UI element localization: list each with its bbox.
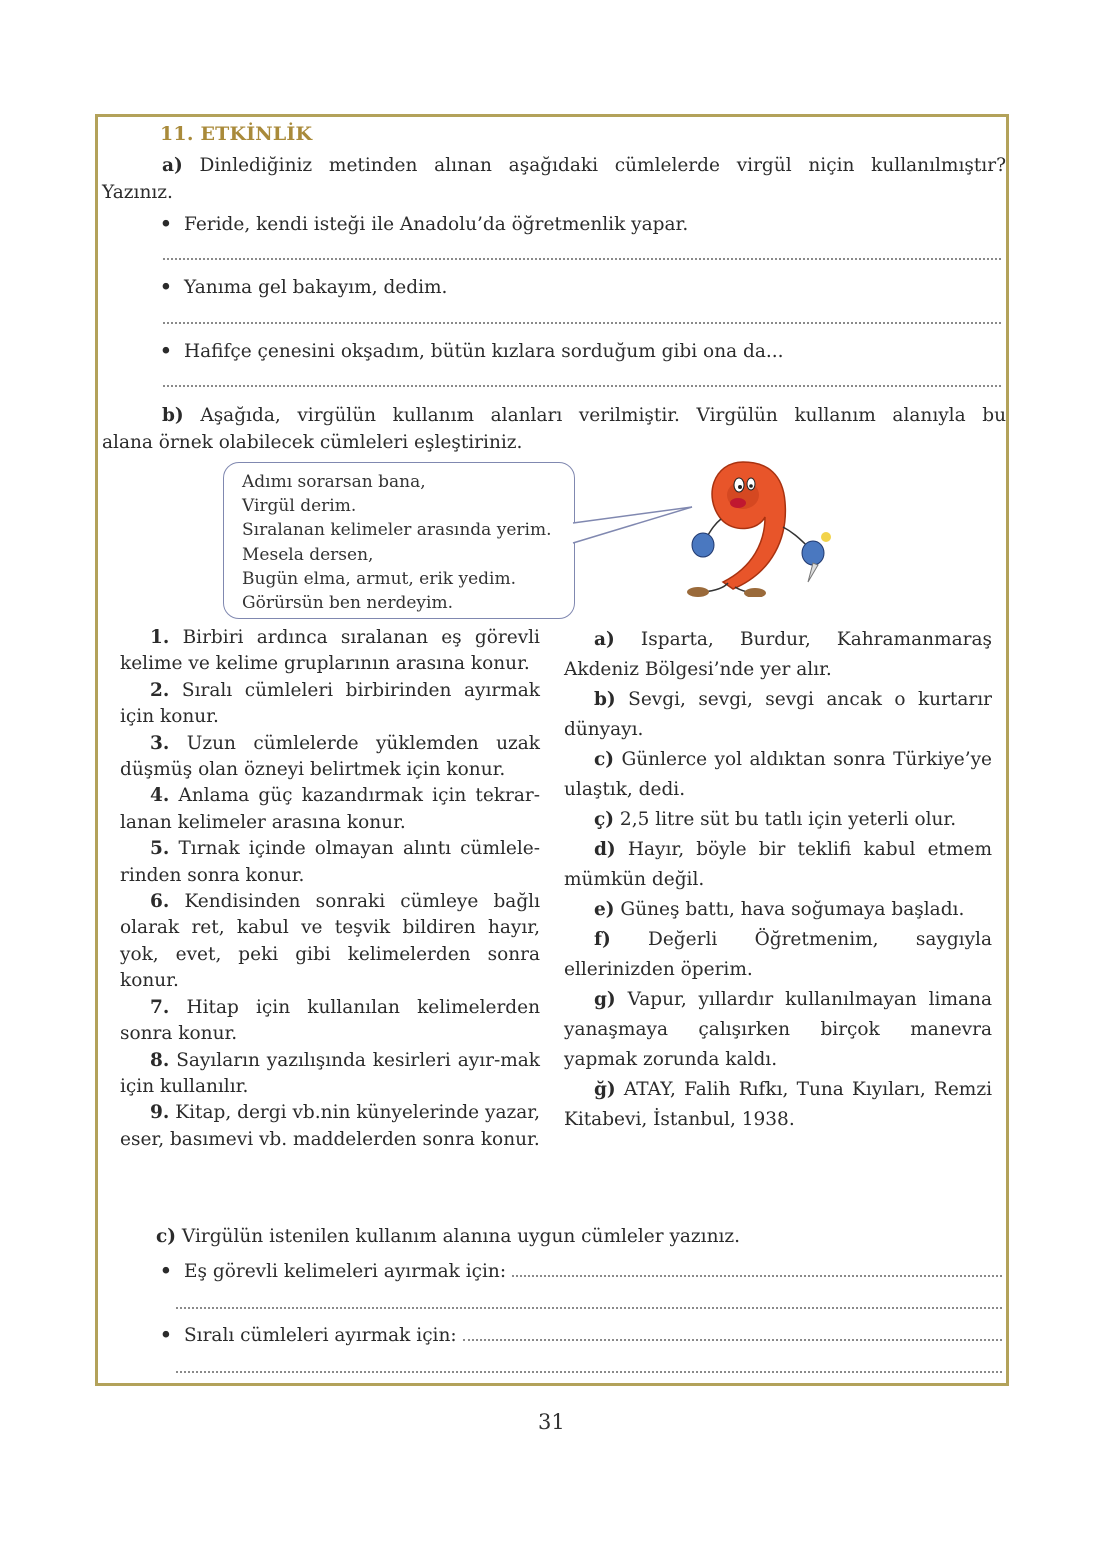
poem-line: Adımı sorarsan bana, <box>242 472 426 492</box>
rule-number: 5. <box>150 838 170 860</box>
rule-text: Sıralı cümleleri birbirinden ayırmak için konur. <box>120 679 540 728</box>
rule-text: Kendisinden sonraki cümleye bağlı olarak ret, kabul ve teşvik bildiren hayır, yok, evet, peki gibi kelimelerden sonra konur. <box>120 891 541 992</box>
example-text: Vapur, yıllardır kullanılmayan limana yanaşmaya çalışırken birçok manevra yapmak zorunda kaldı. <box>564 989 992 1070</box>
rule-number: 9. <box>150 1102 170 1124</box>
example-item <box>564 805 992 835</box>
rules-list <box>120 625 540 1153</box>
example-letter: ğ) <box>594 1079 616 1100</box>
bullet-icon: • <box>160 277 172 298</box>
part-b-label: b) <box>162 405 184 426</box>
rule-item <box>120 995 540 1048</box>
poem-line: Sıralanan kelimeler arasında yerim. <box>242 520 552 541</box>
rule-number: 8. <box>150 1049 170 1071</box>
example-item <box>564 1075 992 1135</box>
part-b-instruction-line2: alana örnek olabilecek cümleleri eşleştiriniz. <box>102 432 523 453</box>
part-c-prompt-2 <box>160 1325 1002 1346</box>
rule-number: 1. <box>150 627 170 648</box>
example-item <box>564 745 992 805</box>
rule-item <box>120 783 540 836</box>
part-c-instruction-text: Virgülün istenilen kullanım alanına uygun cümleler yazınız. <box>181 1226 741 1247</box>
rule-number: 7. <box>150 996 170 1018</box>
example-item <box>564 625 992 685</box>
answer-line-3[interactable] <box>163 385 1001 387</box>
rule-item <box>120 836 540 889</box>
example-item <box>564 685 992 745</box>
sentence-text: Feride, kendi isteği ile Anadolu’da öğretmenlik yapar. <box>184 214 689 235</box>
part-c-instruction <box>156 1223 740 1250</box>
rule-item <box>120 889 540 995</box>
bullet-icon: • <box>160 341 172 362</box>
rule-number: 2. <box>150 679 170 701</box>
bullet-icon: • <box>160 1261 172 1282</box>
part-a-label: a) <box>162 155 183 176</box>
example-text: Değerli Öğretmenim, saygıyla ellerinizden öperim. <box>564 929 992 980</box>
activity-frame <box>95 114 1009 1386</box>
example-letter: c) <box>594 749 615 770</box>
answer-line-1[interactable] <box>163 258 1001 260</box>
poem-line: Mesela dersen, <box>242 544 374 565</box>
sentence-text: Yanıma gel bakayım, dedim. <box>184 277 448 298</box>
rule-number: 3. <box>150 732 170 754</box>
prompt-text: Eş görevli kelimeleri ayırmak için: <box>184 1261 507 1282</box>
answer-line-2[interactable] <box>163 322 1001 324</box>
example-text: Hayır, böyle bir teklifi kabul etmem mümkün değil. <box>564 839 992 890</box>
part-a-instruction-line1: Dinlediğiniz metinden alınan aşağıdaki cümlelerde virgül niçin kullanılmıştır? <box>199 155 1006 176</box>
rule-number: 4. <box>150 785 170 807</box>
comma-mascot-icon <box>673 457 843 597</box>
example-letter: d) <box>594 839 616 860</box>
example-letter: b) <box>594 689 616 710</box>
rule-number: 6. <box>150 891 170 913</box>
example-text: 2,5 litre süt bu tatlı için yeterli olur. <box>619 809 957 830</box>
bullet-icon: • <box>160 1325 172 1346</box>
poem-line: Görürsün ben nerdeyim. <box>242 593 453 614</box>
example-item <box>564 895 992 925</box>
examples-list <box>564 625 992 1135</box>
rule-text: Hitap için kullanılan kelimelerden sonra konur. <box>120 996 540 1045</box>
poem-line: Bugün elma, armut, erik yedim. <box>242 568 516 589</box>
bullet-icon: • <box>160 214 172 235</box>
part-a-sentence-3 <box>160 341 784 362</box>
example-letter: f) <box>594 929 611 950</box>
answer-line[interactable] <box>463 1339 1002 1341</box>
answer-line-c1b[interactable] <box>176 1307 1002 1309</box>
prompt-text: Sıralı cümleleri ayırmak için: <box>184 1325 457 1346</box>
example-letter: a) <box>594 629 615 650</box>
example-item <box>564 835 992 895</box>
part-a-sentence-1 <box>160 214 688 235</box>
example-item <box>564 985 992 1075</box>
part-a-instruction-line2: Yazınız. <box>102 182 173 203</box>
rule-item <box>120 678 540 731</box>
activity-title: 11. ETKİNLİK <box>160 123 313 145</box>
rule-text: Anlama güç kazandırmak için tekrar-lanan kelimeler arasına konur. <box>120 785 540 833</box>
answer-line[interactable] <box>512 1275 1002 1277</box>
rule-text: Kitap, dergi vb.nin künyelerinde yazar, eser, basımevi vb. maddelerden sonra konur. <box>120 1102 540 1150</box>
answer-line-c2b[interactable] <box>176 1371 1002 1373</box>
rule-text: Uzun cümlelerde yüklemden uzak düşmüş olan özneyi belirtmek için konur. <box>120 732 540 781</box>
part-a-instruction <box>102 152 1006 206</box>
poem-line: Virgül derim. <box>242 496 357 517</box>
example-text: Günlerce yol aldıktan sonra Türkiye’ye ulaştık, dedi. <box>564 749 992 800</box>
rule-item <box>120 1048 540 1101</box>
part-b-instruction <box>102 402 1006 456</box>
example-item <box>564 925 992 985</box>
example-letter: g) <box>594 989 616 1010</box>
sentence-text: Hafifçe çenesini okşadım, bütün kızlara sorduğum gibi ona da... <box>184 341 784 362</box>
rule-item <box>120 1100 540 1153</box>
example-text: Güneş battı, hava soğumaya başladı. <box>620 899 965 920</box>
example-text: Isparta, Burdur, Kahramanmaraş Akdeniz Bölgesi’nde yer alır. <box>564 629 992 680</box>
example-letter: ç) <box>594 809 615 830</box>
example-text: ATAY, Falih Rıfkı, Tuna Kıyıları, Remzi Kitabevi, İstanbul, 1938. <box>564 1079 992 1130</box>
speech-bubble <box>223 462 575 619</box>
part-c-label: c) <box>156 1226 177 1247</box>
example-letter: e) <box>594 899 615 920</box>
rule-text: Birbiri ardınca sıralanan eş görevli kelime ve kelime gruplarının arasına konur. <box>120 627 540 675</box>
rule-text: Sayıların yazılışında kesirleri ayır-mak için kullanılır. <box>120 1049 540 1097</box>
part-b-instruction-line1: Aşağıda, virgülün kullanım alanları verilmiştir. Virgülün kullanım alanıyla bu <box>200 405 1006 426</box>
rule-text: Tırnak içinde olmayan alıntı cümlele-rinden sonra konur. <box>120 838 540 886</box>
rule-item <box>120 625 540 678</box>
part-a-sentence-2 <box>160 277 447 298</box>
rule-item <box>120 731 540 784</box>
example-text: Sevgi, sevgi, sevgi ancak o kurtarır dünyayı. <box>564 689 992 740</box>
part-c-prompt-1 <box>160 1261 1002 1282</box>
page-number: 31 <box>538 1410 565 1434</box>
